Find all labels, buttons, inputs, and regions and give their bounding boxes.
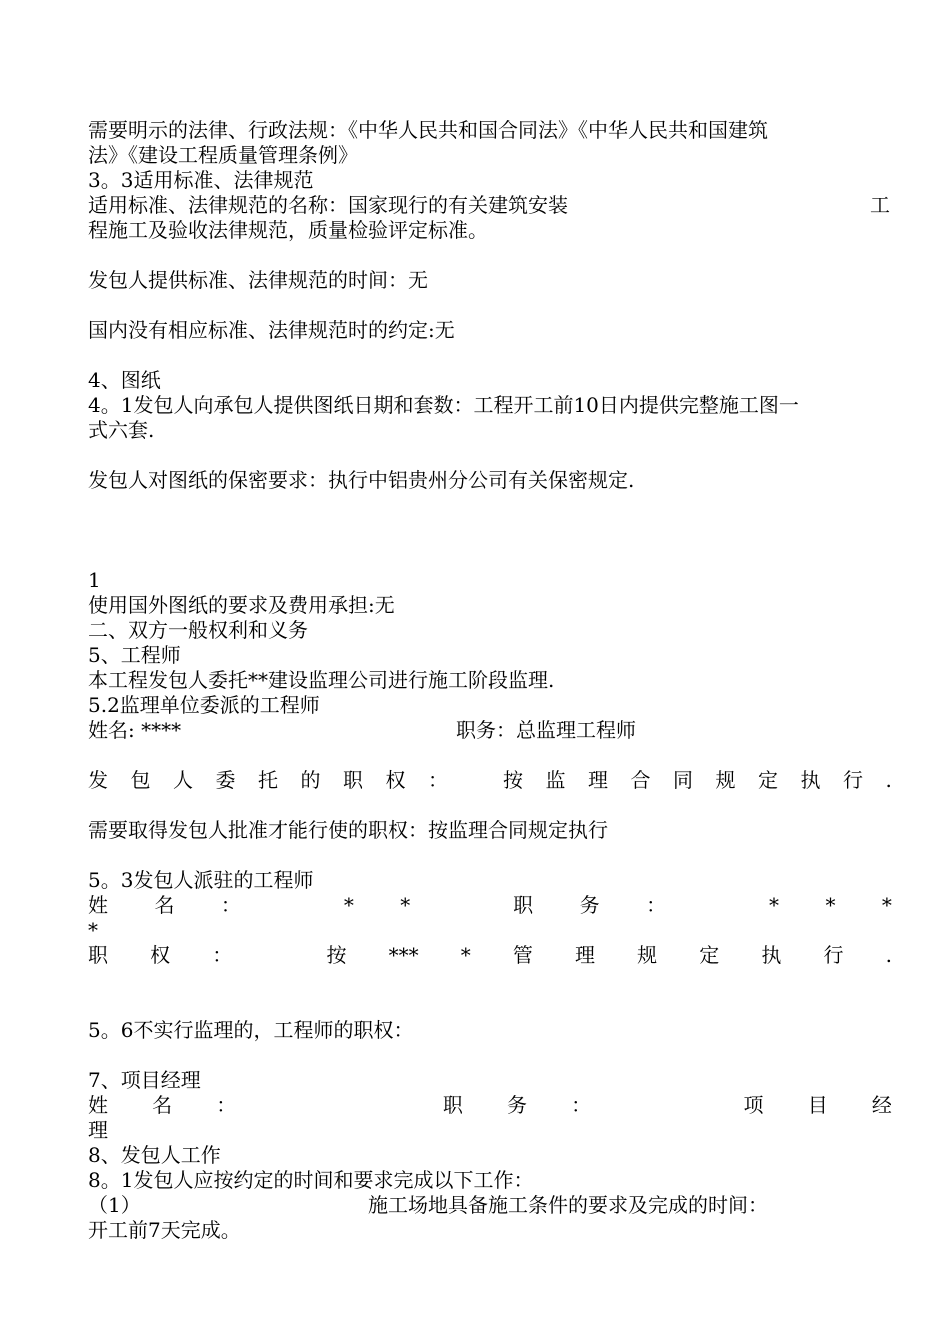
spread-char: 理 <box>575 943 595 967</box>
spread-char <box>287 893 297 918</box>
text-fragment: 工 <box>870 193 890 217</box>
spread-char: ： <box>428 768 448 792</box>
spread-char: . <box>885 943 892 967</box>
spread-char <box>280 1093 290 1118</box>
spread-char: 职 <box>442 1093 463 1117</box>
text-line <box>88 1193 892 1218</box>
text-line: * <box>88 918 98 942</box>
spread-char: ： <box>571 1093 592 1117</box>
text-line: 程施工及验收法律规范，质量检验评定标准。 <box>88 218 488 242</box>
text-line: 4。1发包人向承包人提供图纸日期和套数：工程开工前10日内提供完整施工图一 <box>88 393 799 417</box>
page-number: 1 <box>88 568 101 592</box>
section-heading: 5、工程师 <box>88 643 181 667</box>
spread-char: 人 <box>173 768 193 792</box>
section-heading: 3。3适用标准、法律规范 <box>88 168 314 192</box>
text-line: 发包人提供标准、法律规范的时间：无 <box>88 268 428 292</box>
text-fragment: 施工场地具备施工条件的要求及完成的时间： <box>368 1193 768 1217</box>
spread-char: * <box>825 893 836 917</box>
text-fragment: （1） <box>88 1193 141 1217</box>
spread-char: * <box>400 893 411 917</box>
spread-char <box>635 1093 645 1118</box>
spread-char: ： <box>216 1093 237 1117</box>
text-line: 式六套. <box>88 418 155 442</box>
spread-char: * <box>343 893 354 917</box>
spread-char: 项 <box>743 1093 764 1117</box>
spread-char: 行 <box>843 768 863 792</box>
spread-char <box>713 893 723 918</box>
section-heading: 8、发包人工作 <box>88 1143 221 1167</box>
spread-char: 职 <box>88 943 108 967</box>
text-line: 需要取得发包人批准才能行使的职权：按监理合同规定执行 <box>88 818 608 842</box>
spread-char: 执 <box>800 768 821 792</box>
spread-char: 定 <box>758 768 778 792</box>
text-fragment: 适用标准、法律规范的名称：国家现行的有关建筑安装 <box>88 193 568 217</box>
spread-char <box>389 1093 399 1118</box>
spread-char: 按 <box>326 943 347 967</box>
spread-char: 规 <box>637 943 658 967</box>
justified-line <box>88 1093 892 1118</box>
spread-char: 务 <box>579 893 600 917</box>
spread-char: 发 <box>88 768 108 792</box>
spread-char: * <box>768 893 779 917</box>
spread-char: 权 <box>385 768 406 792</box>
text-line: 需要明示的法律、行政法规：《中华人民共和国合同法》《中华人民共和国建筑 <box>88 118 768 142</box>
section-heading: 二、双方一般权利和义务 <box>88 618 308 642</box>
justified-line <box>88 893 892 918</box>
spread-char <box>274 943 284 968</box>
spread-char: 按 <box>503 768 523 792</box>
section-heading: 5.2监理单位委派的工程师 <box>88 693 320 717</box>
spread-char: 管 <box>512 943 533 967</box>
spread-char: 务 <box>506 1093 527 1117</box>
spread-char <box>335 1093 345 1118</box>
spread-char: * <box>460 943 471 967</box>
text-line: 开工前7天完成。 <box>88 1218 241 1242</box>
spread-char: 职 <box>513 893 534 917</box>
text-fragment: 职务：总监理工程师 <box>456 718 636 742</box>
text-line <box>88 718 892 743</box>
spread-char: 包 <box>130 768 151 792</box>
spread-char: 名 <box>154 893 175 917</box>
section-heading: 5。3发包人派驻的工程师 <box>88 868 314 892</box>
spread-char: ： <box>220 893 241 917</box>
spread-char: 目 <box>807 1093 828 1117</box>
text-line: 国内没有相应标准、法律规范时的约定:无 <box>88 318 455 342</box>
text-line: 理 <box>88 1118 108 1142</box>
section-heading: 4、图纸 <box>88 368 161 392</box>
spread-char: 行 <box>823 943 844 967</box>
spread-char <box>471 768 481 793</box>
spread-char: . <box>885 768 892 792</box>
text-fragment: 姓名: **** <box>88 718 182 742</box>
spread-char: 监 <box>545 768 566 792</box>
spread-char: 姓 <box>88 893 108 917</box>
spread-char: 权 <box>150 943 171 967</box>
spread-char: * <box>881 893 892 917</box>
spread-char: 名 <box>152 1093 173 1117</box>
spread-char: 姓 <box>88 1093 108 1117</box>
text-line: 8。1发包人应按约定的时间和要求完成以下工作： <box>88 1168 534 1192</box>
spread-char: 执 <box>761 943 782 967</box>
spread-char: 合 <box>630 768 651 792</box>
spread-char: 经 <box>871 1093 892 1117</box>
spread-char <box>457 893 467 918</box>
text-line: 发包人对图纸的保密要求：执行中铝贵州分公司有关保密规定. <box>88 468 635 492</box>
document-page <box>88 118 892 1243</box>
spread-char: 规 <box>715 768 736 792</box>
text-line: 法》《建设工程质量管理条例》 <box>88 143 358 167</box>
spread-char: ： <box>212 943 233 967</box>
text-line: 本工程发包人委托**建设监理公司进行施工阶段监理. <box>88 668 555 692</box>
spread-char: 同 <box>673 768 693 792</box>
spread-char: 职 <box>343 768 363 792</box>
text-line: 使用国外图纸的要求及费用承担:无 <box>88 593 395 617</box>
text-line <box>88 193 892 218</box>
spread-char <box>689 1093 699 1118</box>
spread-char: 的 <box>300 768 321 792</box>
spread-char: 委 <box>215 768 236 792</box>
section-heading: 7、项目经理 <box>88 1068 201 1092</box>
spread-char: *** <box>388 943 419 967</box>
spread-char: ： <box>646 893 667 917</box>
spread-char: 理 <box>588 768 608 792</box>
justified-line <box>88 768 892 793</box>
text-line: 5。6不实行监理的，工程师的职权： <box>88 1018 414 1042</box>
spread-char: 定 <box>699 943 720 967</box>
justified-line <box>88 943 892 968</box>
spread-char: 托 <box>258 768 278 792</box>
